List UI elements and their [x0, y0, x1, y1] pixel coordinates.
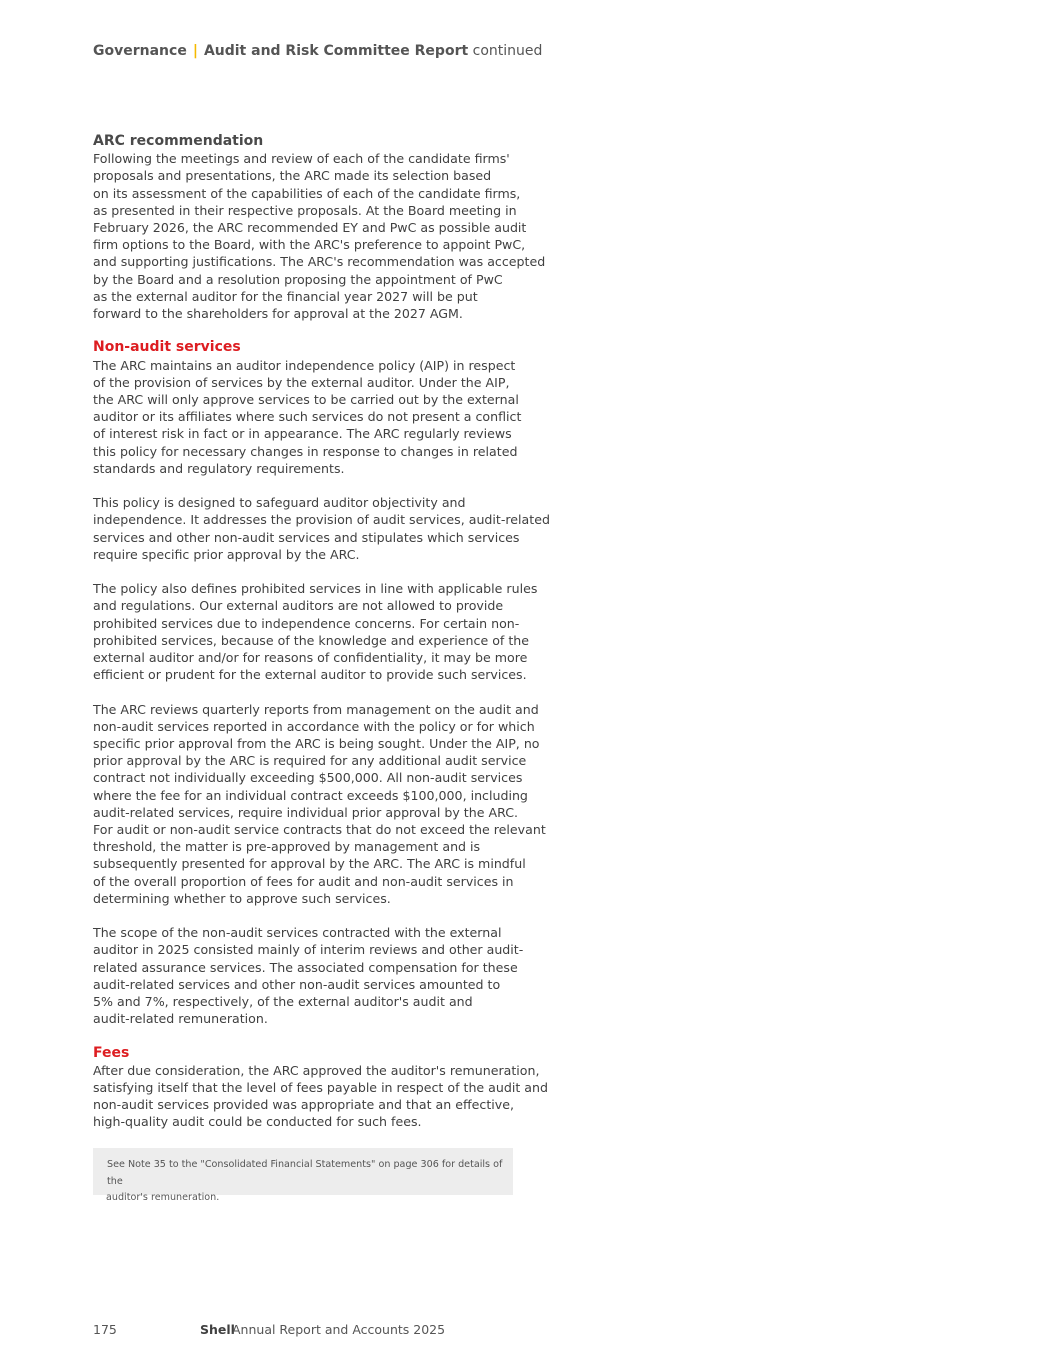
- section-fees-body: [93, 1062, 549, 1131]
- text-line: high-quality audit could be conducted for such fees.: [93, 1114, 422, 1130]
- header-continued: continued: [472, 43, 543, 59]
- paragraph: [93, 924, 523, 1027]
- text-line: specific prior approval from the ARC is being sought. Under the AIP, no: [93, 736, 540, 752]
- text-line: this policy for necessary changes in response to changes in related: [93, 443, 518, 459]
- text-line: The policy also defines prohibited services in line with applicable rules: [93, 581, 538, 597]
- text-line: independence. It addresses the provision of audit services, audit-related: [93, 512, 550, 528]
- paragraph: [93, 580, 538, 683]
- text-line: non-audit services provided was appropriate and that an effective,: [93, 1097, 514, 1113]
- section-heading-fees: Fees: [93, 1044, 130, 1061]
- paragraph: [93, 1062, 549, 1131]
- text-line: and regulations. Our external auditors are not allowed to provide: [93, 598, 504, 614]
- text-line: proposals and presentations, the ARC made its selection based: [93, 168, 492, 184]
- text-line: auditor in 2025 consisted mainly of interim reviews and other audit-: [93, 942, 524, 958]
- text-line: require specific prior approval by the ARC.: [93, 546, 360, 562]
- section-arc-recommendation-body: [93, 150, 546, 322]
- text-line: as presented in their respective proposals. At the Board meeting in: [93, 202, 517, 218]
- section-heading-non-audit-services: Non-audit services: [93, 339, 241, 356]
- paragraph: [93, 494, 550, 563]
- text-line: of the overall proportion of fees for audit and non-audit services in: [93, 873, 514, 889]
- text-line: This policy is designed to safeguard auditor objectivity and: [93, 495, 466, 511]
- text-line: Following the meetings and review of each of the candidate firms': [93, 151, 510, 167]
- note-text-line: auditor's remuneration.: [106, 1192, 220, 1203]
- text-line: related assurance services. The associated compensation for these: [93, 959, 518, 975]
- text-line: 5% and 7%, respectively, of the external auditor's audit and: [93, 994, 473, 1010]
- text-line: contract not individually exceeding $500,000. All non-audit services: [93, 770, 523, 786]
- note-text-line: See Note 35 to the "Consolidated Financial Statements" on page 306 for details of the: [107, 1159, 503, 1187]
- text-line: After due consideration, the ARC approved the auditor's remuneration,: [93, 1062, 540, 1078]
- text-line: by the Board and a resolution proposing the appointment of PwC: [93, 271, 503, 287]
- text-line: services and other non-audit services and stipulates which services: [93, 529, 520, 545]
- text-line: determining whether to approve such services.: [93, 890, 391, 906]
- header-section-label: Governance: [93, 43, 187, 59]
- text-line: February 2026, the ARC recommended EY and PwC as possible audit: [93, 220, 527, 236]
- text-line: threshold, the matter is pre-approved by management and is: [93, 839, 481, 855]
- text-line: auditor or its affiliates where such services do not present a conflict: [93, 409, 522, 425]
- page-header: [93, 41, 542, 61]
- text-line: non-audit services reported in accordance with the policy or for which: [93, 718, 535, 734]
- section-heading-arc-recommendation: ARC recommendation: [93, 133, 264, 149]
- text-line: prior approval by the ARC is required for any additional audit service: [93, 753, 527, 769]
- text-line: The scope of the non-audit services contracted with the external: [93, 925, 502, 941]
- text-line: forward to the shareholders for approval at the 2027 AGM.: [93, 306, 463, 322]
- text-line: The ARC reviews quarterly reports from management on the audit and: [93, 701, 539, 717]
- text-line: subsequently presented for approval by the ARC. The ARC is mindful: [93, 856, 526, 872]
- text-line: where the fee for an individual contract exceeds $100,000, including: [93, 787, 528, 803]
- text-line: and supporting justifications. The ARC's recommendation was accepted: [93, 254, 546, 270]
- text-line: audit-related services, require individual prior approval by the ARC.: [93, 804, 518, 820]
- text-line: of interest risk in fact or in appearance. The ARC regularly reviews: [93, 426, 512, 442]
- note-box: [93, 1148, 513, 1203]
- footer-report-title: Annual Report and Accounts 2025: [232, 1322, 446, 1337]
- text-line: audit-related remuneration.: [93, 1011, 268, 1027]
- text-line: efficient or prudent for the external auditor to provide such services.: [93, 667, 527, 683]
- text-line: For audit or non-audit service contracts that do not exceed the relevant: [93, 822, 546, 838]
- footer-brand: Shell: [200, 1322, 235, 1337]
- paragraph: [93, 701, 546, 907]
- text-line: as the external auditor for the financial year 2027 will be put: [93, 288, 478, 304]
- text-line: prohibited services, because of the knowledge and experience of the: [93, 632, 530, 648]
- text-line: satisfying itself that the level of fees payable in respect of the audit and: [93, 1080, 549, 1096]
- paragraph: [93, 150, 546, 322]
- text-line: on its assessment of the capabilities of each of the candidate firms,: [93, 185, 521, 201]
- paragraph: [93, 357, 523, 477]
- header-separator: |: [192, 43, 198, 59]
- section-non-audit-services-body: [93, 357, 550, 1028]
- text-line: standards and regulatory requirements.: [93, 460, 345, 476]
- header-title: Audit and Risk Committee Report: [203, 43, 469, 59]
- text-line: of the provision of services by the external auditor. Under the AIP,: [93, 374, 510, 390]
- text-line: firm options to the Board, with the ARC's preference to appoint PwC,: [93, 237, 526, 253]
- page-number: 175: [93, 1322, 117, 1337]
- main-column: [93, 133, 550, 1148]
- text-line: external auditor and/or for reasons of confidentiality, it may be more: [93, 650, 528, 666]
- text-line: audit-related services and other non-audit services amounted to: [93, 976, 501, 992]
- text-line: prohibited services due to independence concerns. For certain non-: [93, 615, 520, 631]
- text-line: The ARC maintains an auditor independence policy (AIP) in respect: [93, 357, 516, 373]
- text-line: the ARC will only approve services to be carried out by the external: [93, 392, 519, 408]
